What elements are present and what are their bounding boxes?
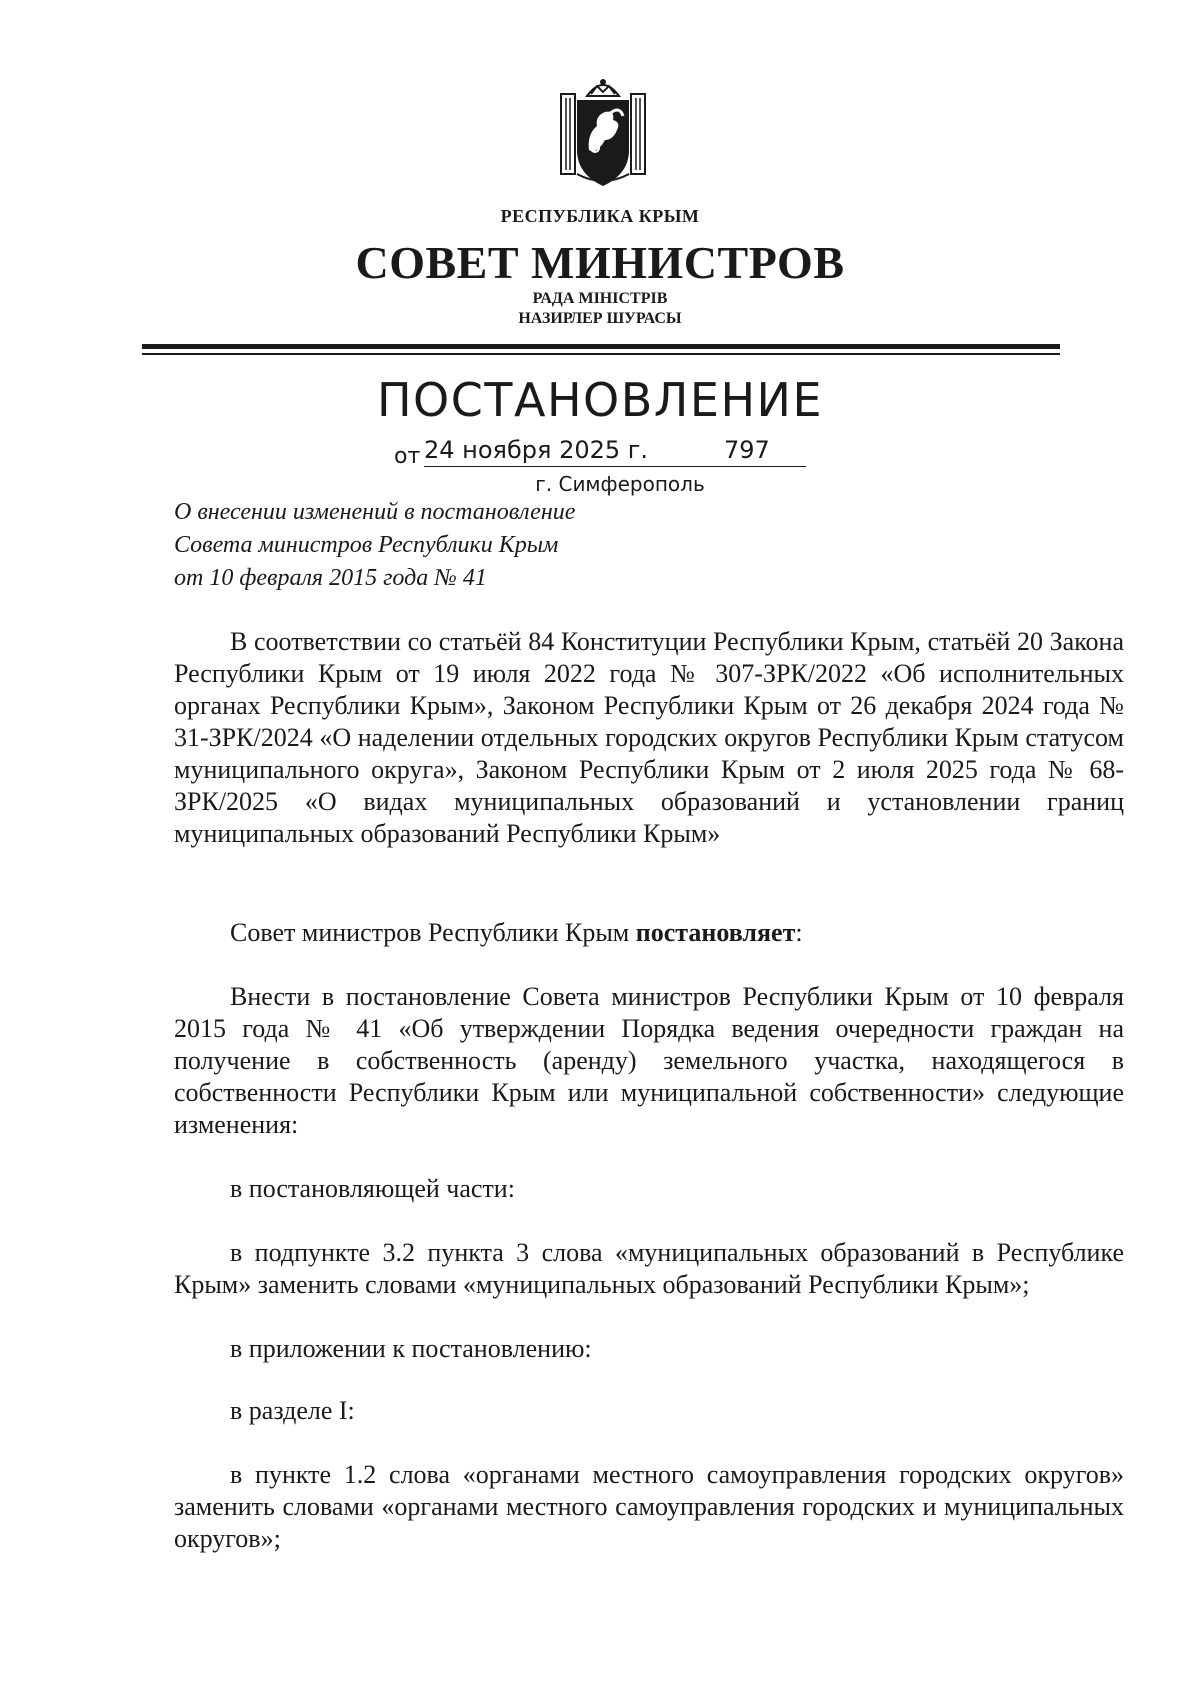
body-paragraph: в пункте 1.2 слова «органами местного самоуправления городских округов» заменить словами «органами местного самоуправления городских и муниципальных округов»; bbox=[174, 1460, 1124, 1553]
decree-date: 24 ноября 2025 г. bbox=[424, 436, 649, 464]
decree-city: г. Симферополь bbox=[535, 472, 705, 496]
council-name: СОВЕТ МИНИСТРОВ bbox=[355, 237, 845, 288]
date-prefix: от bbox=[394, 444, 421, 469]
body-paragraph: в подпункте 3.2 пункта 3 слова «муниципальных образований в Республике Крым» заменить словами «муниципальных образований Республики Крым»; bbox=[174, 1238, 1124, 1299]
subject-line: Совета министров Республики Крым bbox=[174, 532, 559, 558]
crimea-coat-of-arms-icon bbox=[553, 70, 653, 190]
header-divider-thick bbox=[142, 344, 1060, 349]
decree-number: 797 bbox=[724, 436, 770, 464]
council-name-crimean-tatar: НАЗИРЛЕР ШУРАСЫ bbox=[518, 310, 682, 327]
subject-line: от 10 февраля 2015 года № 41 bbox=[174, 565, 487, 591]
header-divider-thin bbox=[142, 353, 1060, 355]
subject-line: О внесении изменений в постановление bbox=[174, 499, 576, 525]
resolution-colon: : bbox=[795, 918, 803, 947]
preamble-paragraph: В соответствии со статьёй 84 Конституции Республики Крым, статьёй 20 Закона Республики Крым от 19 июля 2022 года № 307-ЗРК/2022 «Об исполнительных органах Республики Крым», Законом Республики Крым от 26 декабря 2024 года № 31-ЗРК/2024 «О наделении отдельных городских округов Республики Крым статусом муниципального округа», Законом Республики Крым от 2 июля 2025 года № 68-ЗРК/2025 «О видах муниципальных образований и установлении границ муниципальных образований Республики Крым» bbox=[174, 627, 1124, 848]
body-paragraph: в разделе I: bbox=[230, 1396, 355, 1425]
council-name-ukrainian: РАДА МІНІСТРІВ bbox=[532, 290, 668, 307]
resolution-paragraph bbox=[174, 917, 1124, 949]
republic-name: РЕСПУБЛИКА КРЫМ bbox=[500, 206, 700, 226]
decree-date-line bbox=[394, 436, 806, 470]
document-type-title: ПОСТАНОВЛЕНИЕ bbox=[376, 373, 824, 427]
resolution-text: Совет министров Республики Крым bbox=[230, 918, 636, 947]
decree-subject bbox=[174, 496, 575, 595]
body-paragraph: в постановляющей части: bbox=[230, 1174, 515, 1203]
amendment-paragraph: Внести в постановление Совета министров Республики Крым от 10 февраля 2015 года № 41 «Об утверждении Порядка ведения очередности граждан на получение в собственность (аренду) земельного участка, находящегося в собственности Республики Крым или муниципальной собственности» следующие изменения: bbox=[174, 982, 1124, 1139]
body-paragraph: в приложении к постановлению: bbox=[230, 1334, 592, 1363]
resolution-keyword: постановляет bbox=[635, 918, 796, 947]
date-underline bbox=[424, 466, 806, 467]
